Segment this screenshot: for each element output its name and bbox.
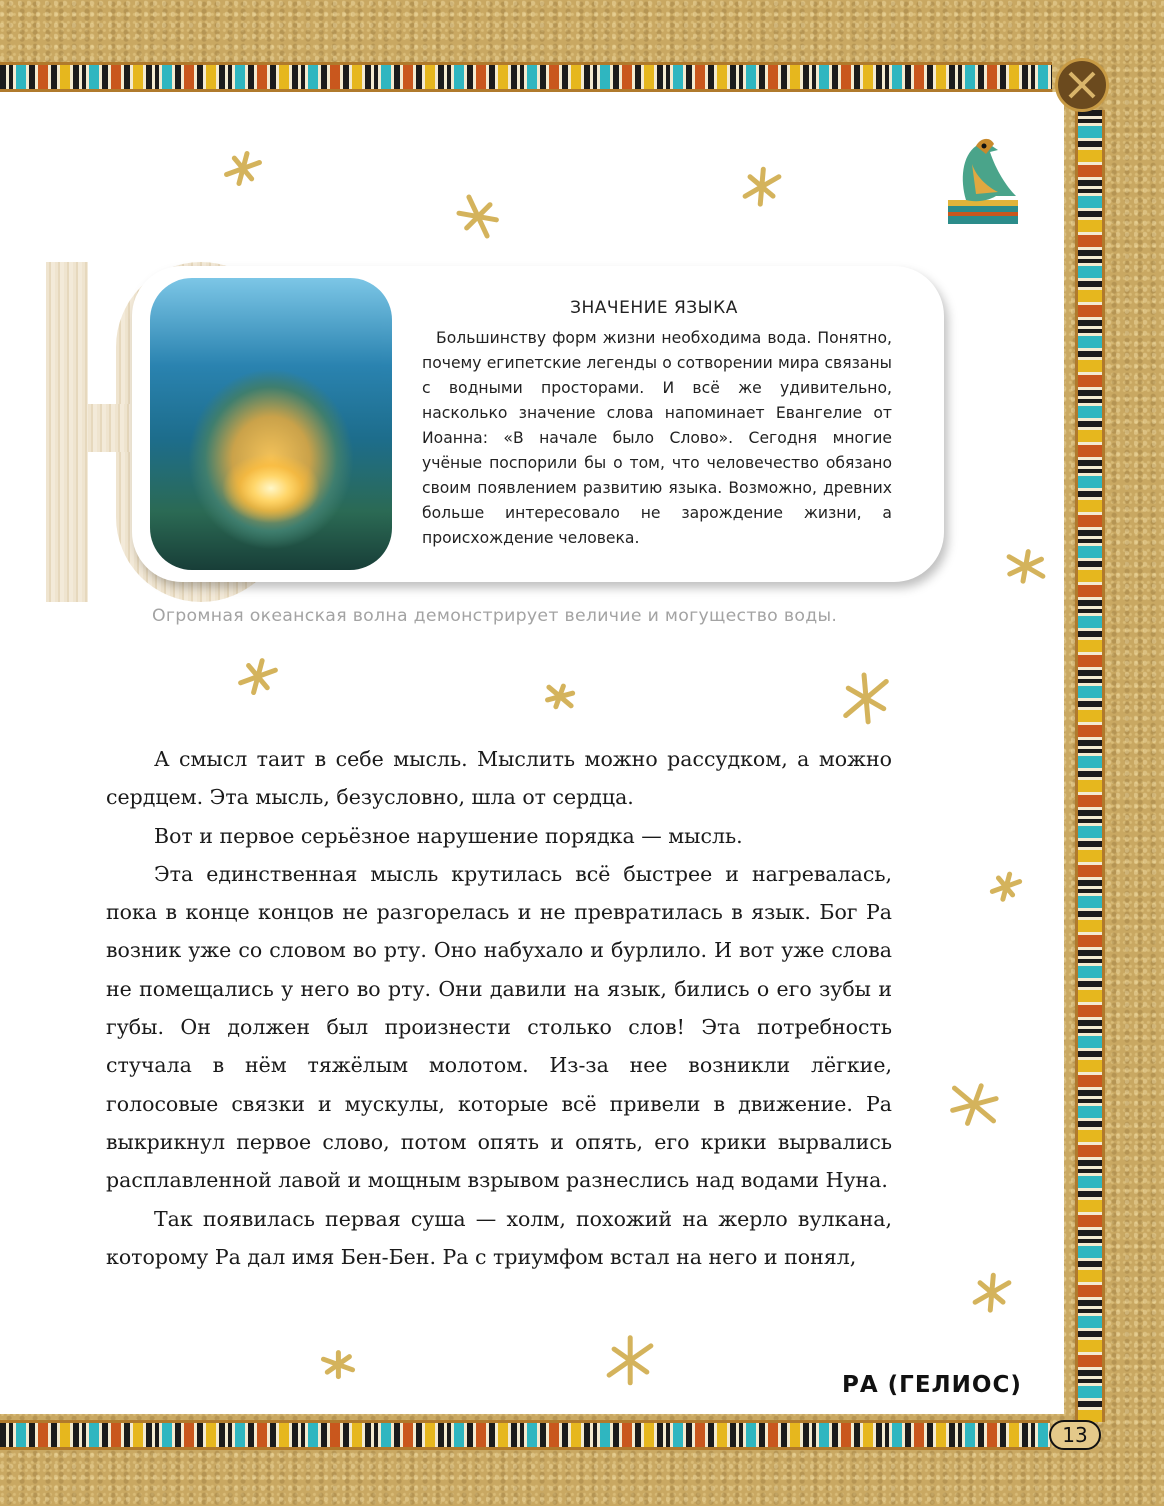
paragraph: Эта единственная мысль крутилась всё быстрее и нагревалась, пока в конце концов не разгорелась и не превратилась в язык. Бог Ра возник уже со словом во рту. Оно набухало и бурлило. И вот уже слова не помещались у него во рту. Они давили на язык, бились о его зубы и губы. Он должен был произнести столько слов! Эта потребность стучала в нём тяжёлым молотом. Из-за нее возникли лёгкие, голосовые связки и мускулы, которые всё привели в движение. Ра выкрикнул первое слово, потом опять и опять, его крики вырвались расплавленной лавой и мощным взрывом разнеслись над водами Нуна. bbox=[106, 861, 892, 1193]
running-title: РА (ГЕЛИОС) bbox=[842, 1372, 1022, 1398]
top-ornament-band bbox=[0, 62, 1052, 92]
star-icon bbox=[600, 1330, 660, 1390]
right-ornament-band bbox=[1075, 110, 1105, 1422]
star-icon bbox=[228, 646, 288, 706]
star-icon bbox=[962, 1262, 1022, 1322]
bottom-ornament-band bbox=[0, 1420, 1050, 1450]
page-number: 13 bbox=[1049, 1420, 1101, 1450]
main-text bbox=[106, 740, 892, 1276]
wave-photo bbox=[150, 278, 392, 570]
paragraph: Вот и первое серьёзное нарушение порядка — мысль. bbox=[154, 823, 743, 848]
star-icon bbox=[996, 536, 1056, 596]
rosette-icon bbox=[1055, 58, 1109, 112]
star-icon bbox=[530, 666, 590, 726]
star-icon bbox=[976, 856, 1036, 916]
paragraph: Так появилась первая суша — холм, похожий на жерло вулкана, которому Ра дал имя Бен-Бен. Ра с триумфом встал на него и понял, bbox=[106, 1206, 892, 1269]
star-icon bbox=[836, 668, 896, 728]
star-icon bbox=[213, 138, 273, 198]
photo-caption: Огромная океанская волна демонстрирует величие и могущество воды. bbox=[152, 606, 838, 626]
star-icon bbox=[308, 1334, 368, 1394]
star-icon bbox=[448, 186, 508, 246]
falcon-icon bbox=[946, 130, 1022, 226]
sidebar-title: ЗНАЧЕНИЕ ЯЗЫКА bbox=[570, 298, 738, 318]
star-icon bbox=[944, 1074, 1004, 1134]
star-icon bbox=[732, 156, 792, 216]
paragraph: А смысл таит в себе мысль. Мыслить можно рассудком, а можно сердцем. Эта мысль, безусловно, шла от сердца. bbox=[106, 747, 892, 810]
sidebar-text: Большинству форм жизни необходима вода. Понятно, почему египетские легенды о сотворении мира связаны с водными просторами. И всё же удивительно, насколько значение слова напоминает Евангелие от Иоанна: «В начале было Слово». Сегодня многие учёные поспорили бы о том, что человечество обязано своим появлением развитию языка. Возможно, древних больше интересовало не зарождение жизни, а происхождение человека. bbox=[422, 329, 892, 547]
